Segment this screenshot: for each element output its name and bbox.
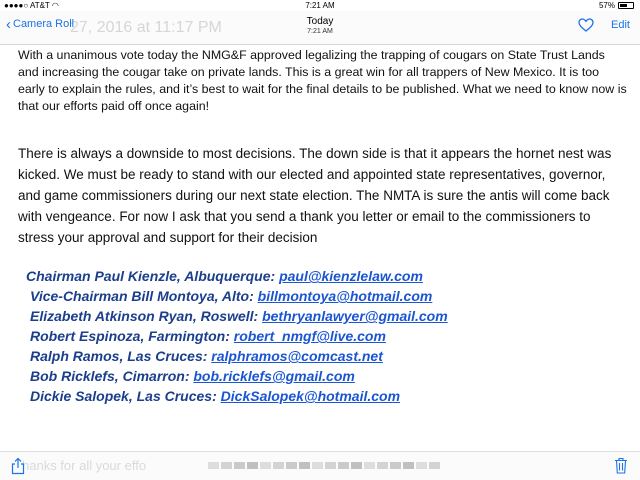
contact-email-link[interactable]: billmontoya@hotmail.com <box>257 288 433 304</box>
photo-thumbnail[interactable] <box>351 462 362 469</box>
nav-title-day: Today <box>306 16 334 27</box>
carrier-label: AT&T <box>29 1 50 10</box>
heart-icon <box>578 18 594 32</box>
photo-thumbnail[interactable] <box>312 462 323 469</box>
ghost-date-text: 27, 2016 at 11:17 PM <box>70 19 222 36</box>
trash-icon <box>614 457 628 474</box>
photo-thumbnail[interactable] <box>299 462 310 469</box>
contact-name: Elizabeth Atkinson Ryan, Roswell: <box>30 308 259 324</box>
contact-name: Bob Ricklefs, Cimarron: <box>30 368 190 384</box>
photo-thumbnail[interactable] <box>208 462 219 469</box>
photo-thumbnail[interactable] <box>390 462 401 469</box>
contact-email-link[interactable]: DickSalopek@hotmail.com <box>220 388 401 404</box>
favorite-button[interactable] <box>578 18 594 37</box>
battery-area <box>599 1 634 10</box>
nav-title-time: 7:21 AM <box>307 28 333 35</box>
wifi-icon: ◠ <box>51 1 59 10</box>
commissioner-list <box>18 266 628 406</box>
contact-email-link[interactable]: paul@kienzlelaw.com <box>279 268 423 284</box>
contact-email-link[interactable]: ralphramos@comcast.net <box>211 348 383 364</box>
contact-row <box>18 366 628 386</box>
photo-thumbnail[interactable] <box>221 462 232 469</box>
contact-email-link[interactable]: bethryanlawyer@gmail.com <box>262 308 448 324</box>
contact-name: Dickie Salopek, Las Cruces: <box>30 388 217 404</box>
back-label: Camera Roll <box>13 18 75 30</box>
ghost-footer-text: hanks for all your effo <box>22 458 147 473</box>
contact-row <box>18 326 628 346</box>
photo-thumbnail[interactable] <box>273 462 284 469</box>
contact-row <box>18 386 628 406</box>
battery-icon <box>618 2 634 9</box>
contact-name: Vice-Chairman Bill Montoya, Alto: <box>30 288 254 304</box>
photo-thumbnail[interactable] <box>260 462 271 469</box>
chevron-left-icon: ‹ <box>6 15 11 33</box>
status-time: 7:21 AM <box>305 1 335 10</box>
signal-icon: ●●●●○ <box>4 1 29 10</box>
photo-thumbnail-strip[interactable] <box>208 462 440 469</box>
battery-label: 57% <box>598 1 615 10</box>
photo-thumbnail[interactable] <box>377 462 388 469</box>
photo-thumbnail[interactable] <box>234 462 245 469</box>
contact-email-link[interactable]: robert_nmgf@live.com <box>233 328 386 344</box>
paragraph-downside: There is always a downside to most decisions. The down side is that it appears the hornet nest was kicked. We must be ready to stand with our elected and appointed state representatives, governor, and game commissioners during our next state election. The NMTA is sure the antis will come back with vengeance. For now I ask that you send a thank you letter or email to the commissioners to stress your approval and support for their decision <box>18 146 612 245</box>
contact-name: Robert Espinoza, Farmington: <box>30 328 230 344</box>
nav-bar <box>0 11 640 45</box>
contact-email-link[interactable]: bob.ricklefs@gmail.com <box>193 368 355 384</box>
bottom-toolbar <box>0 451 640 480</box>
photo-thumbnail[interactable] <box>429 462 440 469</box>
photo-thumbnail[interactable] <box>364 462 375 469</box>
share-icon <box>10 457 26 475</box>
contact-name: Chairman Paul Kienzle, Albuquerque: <box>26 268 276 284</box>
photo-thumbnail[interactable] <box>416 462 427 469</box>
nav-title <box>0 16 640 35</box>
share-button[interactable] <box>10 457 26 480</box>
photo-thumbnail[interactable] <box>247 462 258 469</box>
edit-button[interactable]: Edit <box>611 19 630 31</box>
photo-thumbnail[interactable] <box>338 462 349 469</box>
contact-row <box>18 266 628 286</box>
photo-thumbnail[interactable] <box>286 462 297 469</box>
paragraph-announcement: With a unanimous vote today the NMG&F approved legalizing the trapping of cougars on State Trust Lands and increasing the cougar take on private lands. This is a great win for all trappers of New Mexico. It is too early to explain the rules, and it’s best to wait for the final details to be published. What we need to know now is that our efforts paid off once again! <box>18 48 627 113</box>
contact-row <box>18 346 628 366</box>
contact-row <box>18 286 628 306</box>
photo-thumbnail[interactable] <box>325 462 336 469</box>
email-content <box>18 47 628 406</box>
contact-name: Ralph Ramos, Las Cruces: <box>30 348 208 364</box>
contact-row <box>18 306 628 326</box>
status-bar <box>0 0 640 11</box>
photo-thumbnail[interactable] <box>403 462 414 469</box>
delete-button[interactable] <box>614 457 628 479</box>
battery-fill <box>620 4 627 7</box>
